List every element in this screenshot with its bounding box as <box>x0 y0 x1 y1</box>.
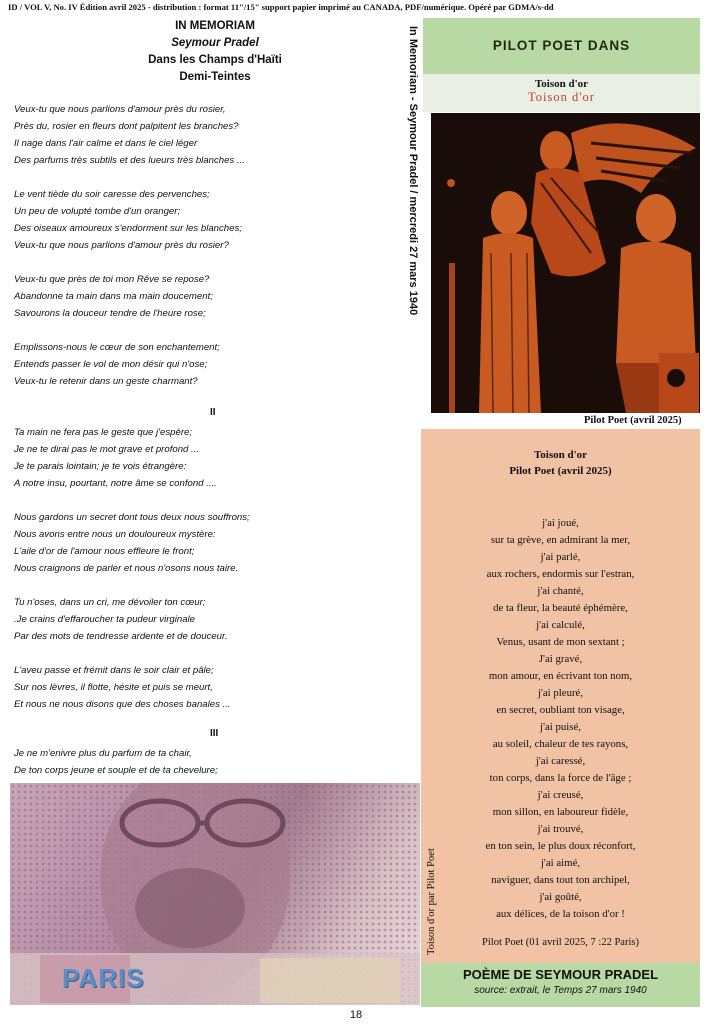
verse-line: De ton corps jeune et souple et de ta chevelure; <box>14 765 218 776</box>
verse-line: Par des mots de tendresse ardente et de douceur. <box>14 631 228 642</box>
verse-line: A notre insu, pourtant, notre âme se confond .... <box>14 478 217 489</box>
verse-line: .Je crains d'effaroucher ta pudeur virginale <box>14 614 196 625</box>
panel-title <box>421 447 700 479</box>
verse-line: Sur nos lèvres, il flotte, hésite et puis se meurt, <box>14 682 213 693</box>
panel-title-line-2: Pilot Poet (avril 2025) <box>509 465 612 477</box>
verse-line: Un peu de volupté tombe d'un oranger; <box>14 206 181 217</box>
verse-line: j'ai caressé, <box>535 755 586 767</box>
banner-text: PILOT POET DANS <box>492 38 631 53</box>
verse-line: L'aile d'or de l'amour nous effleure le front; <box>14 546 195 557</box>
verse-line: Veux-tu que près de toi mon Rêve se repose? <box>14 274 210 285</box>
title-collection: Dans les Champs d'Haïti <box>148 54 282 66</box>
verse-line: Nous avons entre nous un douloureux mystère: <box>14 529 216 540</box>
stanza-6 <box>14 509 404 577</box>
verse-line: j'ai chanté, <box>537 585 584 597</box>
verse-line: Abandonne ta main dans ma main doucement; <box>14 291 213 302</box>
stanza-7 <box>14 594 404 645</box>
poem-title-block <box>25 18 405 86</box>
verse-line: Je ne te dirai pas le mot grave et profond ... <box>14 444 200 455</box>
verse-line: Nous gardons un secret dont tous deux nous souffrons; <box>14 512 250 523</box>
stanza-2 <box>14 186 404 254</box>
verse-line: Je ne m'enivre plus du parfum de ta chair, <box>14 748 192 759</box>
verse-line: sur ta grève, en admirant la mer, <box>490 534 631 546</box>
verse-line: en secret, oubliant ton visage, <box>496 704 625 716</box>
subtitle-block <box>423 74 700 112</box>
greek-vase-painting <box>431 113 700 413</box>
photo-vertical-caption <box>423 783 441 958</box>
section-numeral-ii: II <box>210 407 216 418</box>
verse-line: Savourons la douceur tendre de l'heure rose; <box>14 308 206 319</box>
verse-line: Tu n'oses, dans un cri, me dévoiler ton cœur; <box>14 597 206 608</box>
stanza-9 <box>14 745 404 779</box>
vase-caption: Pilot Poet (avril 2025) <box>584 415 682 426</box>
verse-line: j'ai pleuré, <box>537 687 584 699</box>
verse-line: aux rochers, endormis sur l'estran, <box>486 568 635 580</box>
verse-line: en ton sein, le plus doux réconfort, <box>485 840 636 852</box>
verse-line: Des oiseaux amoureux s'endorment sur les blanches; <box>14 223 242 234</box>
title-author: Seymour Pradel <box>171 37 259 49</box>
verse-line: aux délices, de la toison d'or ! <box>496 908 625 920</box>
stanza-5 <box>14 424 404 492</box>
verse-line: mon amour, en écrivant ton nom, <box>488 670 633 682</box>
verse-line: Entends passer le vol de mon désir qui n'ose; <box>14 359 208 370</box>
portrait-collage <box>10 783 420 1005</box>
verse-line: Près du, rosier en fleurs dont palpitent les branches? <box>14 121 239 132</box>
verse-line: L'aveu passe et frémit dans le soir clair et pâle; <box>14 665 214 676</box>
title-poem: Demi-Teintes <box>179 71 251 83</box>
verse-line: j'ai goûté, <box>539 891 582 903</box>
page-header: ID / VOL V, No. IV Édition avril 2025 - distribution : format 11"/15" support papier imprimé au CANADA, PDF/numérique. Opéré par GDMA/s-dd <box>8 2 554 12</box>
stanza-8 <box>14 662 404 713</box>
verse-line: Il nage dans l'air calme et dans le ciel léger <box>14 138 198 149</box>
credit-source: source: extrait, le Temps 27 mars 1940 <box>474 985 647 996</box>
verse-line: Des parfums très subtils et des lueurs très blanches ... <box>14 155 245 166</box>
subtitle-secondary: Toison d'or <box>528 90 595 104</box>
verse-line: Venus, usant de mon sextant ; <box>496 636 625 648</box>
verse-line: Ta main ne fera pas le geste que j'espère; <box>14 427 193 438</box>
poem-credit-banner <box>421 963 700 1007</box>
verse-line: au soleil, chaleur de tes rayons, <box>492 738 629 750</box>
verse-line: j'ai parlé, <box>540 551 581 563</box>
title-in-memoriam: IN MEMORIAM <box>175 20 255 32</box>
verse-line: j'ai trouvé, <box>537 823 584 835</box>
verse-line: de ta fleur, la beauté éphémère, <box>493 602 628 614</box>
toison-dor-panel <box>421 429 700 963</box>
verse-line: Veux-tu le retenir dans un geste charmant? <box>14 376 198 387</box>
page-number: 18 <box>349 1009 363 1021</box>
left-column <box>10 18 405 86</box>
verse-line: Veux-tu que nous parlions d'amour près du rosier, <box>14 104 226 115</box>
verse-line: j'ai puisé, <box>540 721 581 733</box>
verse-line: j'ai joué, <box>542 517 579 529</box>
verse-line: Nous craignons de parler et nous n'osons nous taire. <box>14 563 239 574</box>
pilot-poet-banner <box>423 18 700 74</box>
verse-line: ton corps, dans la force de l'âge ; <box>489 772 632 784</box>
verse-line: Veux-tu que nous parlions d'amour près du rosier? <box>14 240 229 251</box>
vertical-title <box>403 26 421 356</box>
subtitle-primary: Toison d'or <box>534 78 589 90</box>
panel-signature: Pilot Poet (01 avril 2025, 7 :22 Paris) <box>482 937 639 948</box>
verse-line: j'ai creusé, <box>537 789 584 801</box>
verse-line: Emplissons-nous le cœur de son enchantement; <box>14 342 220 353</box>
panel-poem <box>421 515 700 923</box>
panel-title-line-1: Toison d'or <box>533 449 588 461</box>
stanza-3 <box>14 271 404 322</box>
stanza-4 <box>14 339 404 390</box>
stanza-1 <box>14 101 404 169</box>
vertical-title-text: In Memoriam - Seymour Pradel / mercredi 27 mars 1940 <box>407 26 419 316</box>
verse-line: Et nous ne nous disons que des choses banales ... <box>14 699 231 710</box>
verse-line: j'ai aimé, <box>540 857 581 869</box>
photo-vertical-caption-text: Toison d'or par Pilot Poet <box>426 848 437 955</box>
verse-line: Je te parais lointain; je te vois étrangère: <box>14 461 187 472</box>
verse-line: j'ai calculé, <box>536 619 585 631</box>
verse-line: naviguer, dans tout ton archipel, <box>491 874 630 886</box>
verse-line: mon sillon, en laboureur fidèle, <box>492 806 629 818</box>
verse-line: Le vent tiède du soir caresse des pervenches; <box>14 189 210 200</box>
section-numeral-iii: III <box>210 728 219 739</box>
credit-title: POÈME DE SEYMOUR PRADEL <box>462 967 659 982</box>
paris-label: PARIS <box>62 963 145 993</box>
verse-line: J'ai gravé, <box>538 653 583 665</box>
vase-illustration-icon <box>431 113 700 413</box>
